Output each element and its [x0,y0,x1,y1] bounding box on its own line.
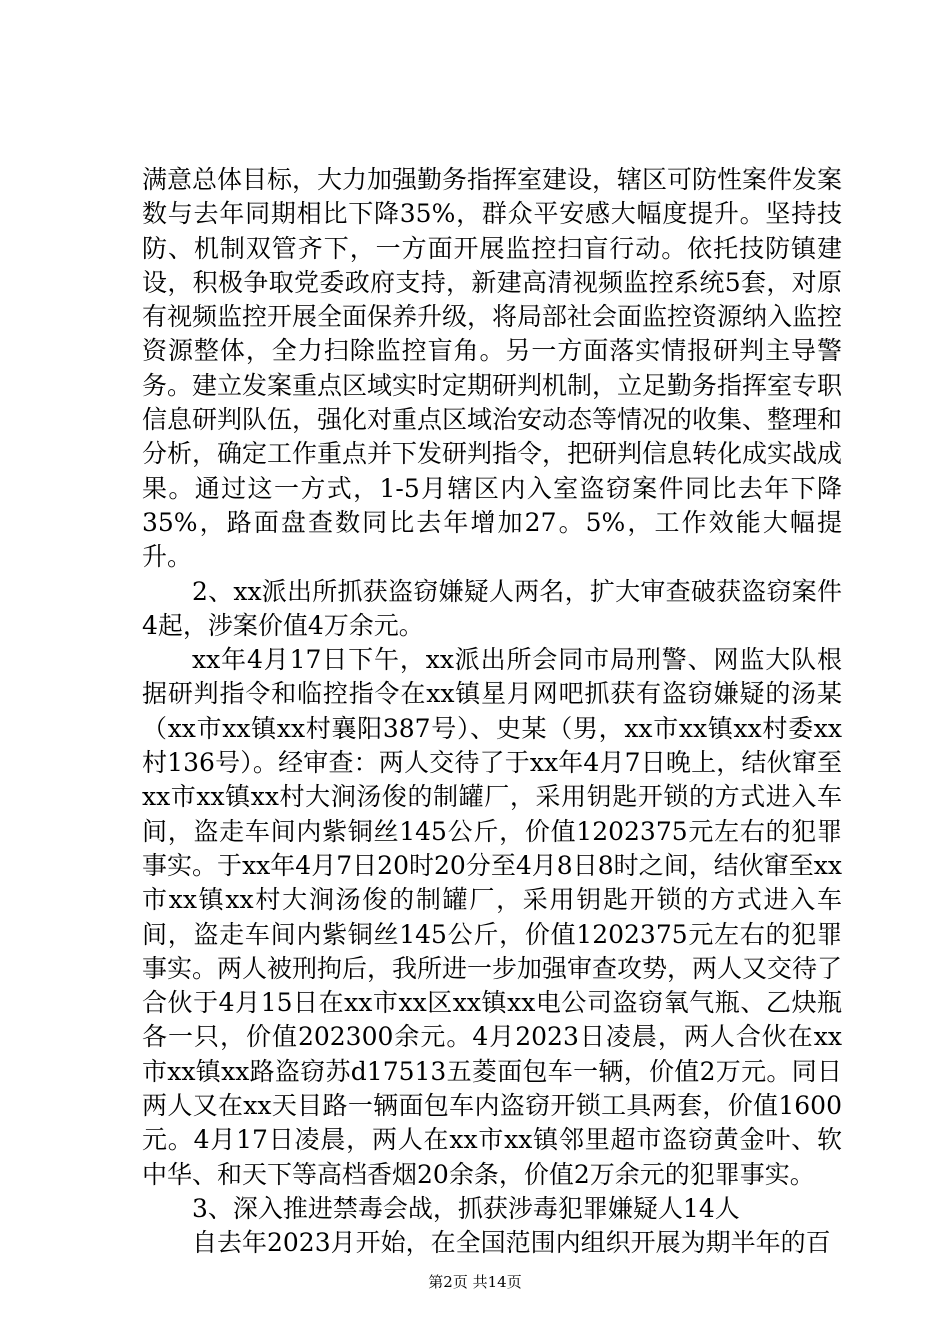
paragraph-drug-campaign-heading: 3、深入推进禁毒会战，抓获涉毒犯罪嫌疑人14人 [192,1193,740,1223]
paragraph-theft-case-details: xx年4月17日下午，xx派出所会同市局刑警、网监大队根据研判指令和临控指令在xx镇星月网吧抓获有盗窃嫌疑的汤某（xx市xx镇xx村襄阳387号）、史某（男，xx市xx镇xx村委xx村136号）。经审查：两人交待了于xx年4月7日晚上，结伙窜至xx市xx镇xx村大涧汤俊的制罐厂，采用钥匙开锁的方式进入车间，盗走车间内紫铜丝145公斤，价值1202375元左右的犯罪事实。于xx年4月7日20时20分至4月8日8时之间，结伙窜至xx市xx镇xx村大涧汤俊的制罐厂，采用钥匙开锁的方式进入车间，盗走车间内紫铜丝145公斤，价值1202375元左右的犯罪事实。两人被刑拘后，我所进一步加强审查攻势，两人又交待了合伙于4月15日在xx市xx区xx镇xx电公司盗窃氧气瓶、乙炔瓶各一只，价值202300余元。4月2023日凌晨，两人合伙在xx市xx镇xx路盗窃苏d17513五菱面包车一辆，价值2万元。同日两人又在xx天目路一辆面包车内盗窃开锁工具两套，价值1600元。4月17日凌晨，两人在xx市xx镇邻里超市盗窃黄金叶、软中华、和天下等高档香烟20余条，价值2万余元的犯罪事实。 [142,645,843,1189]
paragraph-theft-case-heading: 2、xx派出所抓获盗窃嫌疑人两名，扩大审查破获盗窃案件4起，涉案价值4万余元。 [142,576,842,640]
document-body [142,163,842,1261]
page-number-footer: 第2页 共14页 [428,1273,522,1291]
paragraph-drug-campaign-start: 自去年2023月开始，在全国范围内组织开展为期半年的百 [192,1228,831,1258]
paragraph-continued-target: 满意总体目标，大力加强勤务指挥室建设，辖区可防性案件发案数与去年同期相比下降35%，群众平安感大幅度提升。坚持技防、机制双管齐下，一方面开展监控扫盲行动。依托技防镇建设，积极争取党委政府支持，新建高清视频监控系统5套，对原有视频监控开展全面保养升级，将局部社会面监控资源纳入监控资源整体，全力扫除监控盲角。另一方面落实情报研判主导警务。建立发案重点区域实时定期研判机制，立足勤务指挥室专职信息研判队伍，强化对重点区域治安动态等情况的收集、整理和分析，确定工作重点并下发研判指令，把研判信息转化成实战成果。通过这一方式，1-5月辖区内入室盗窃案件同比去年下降35%，路面盘查数同比去年增加27。5%，工作效能大幅提升。 [142,165,843,572]
